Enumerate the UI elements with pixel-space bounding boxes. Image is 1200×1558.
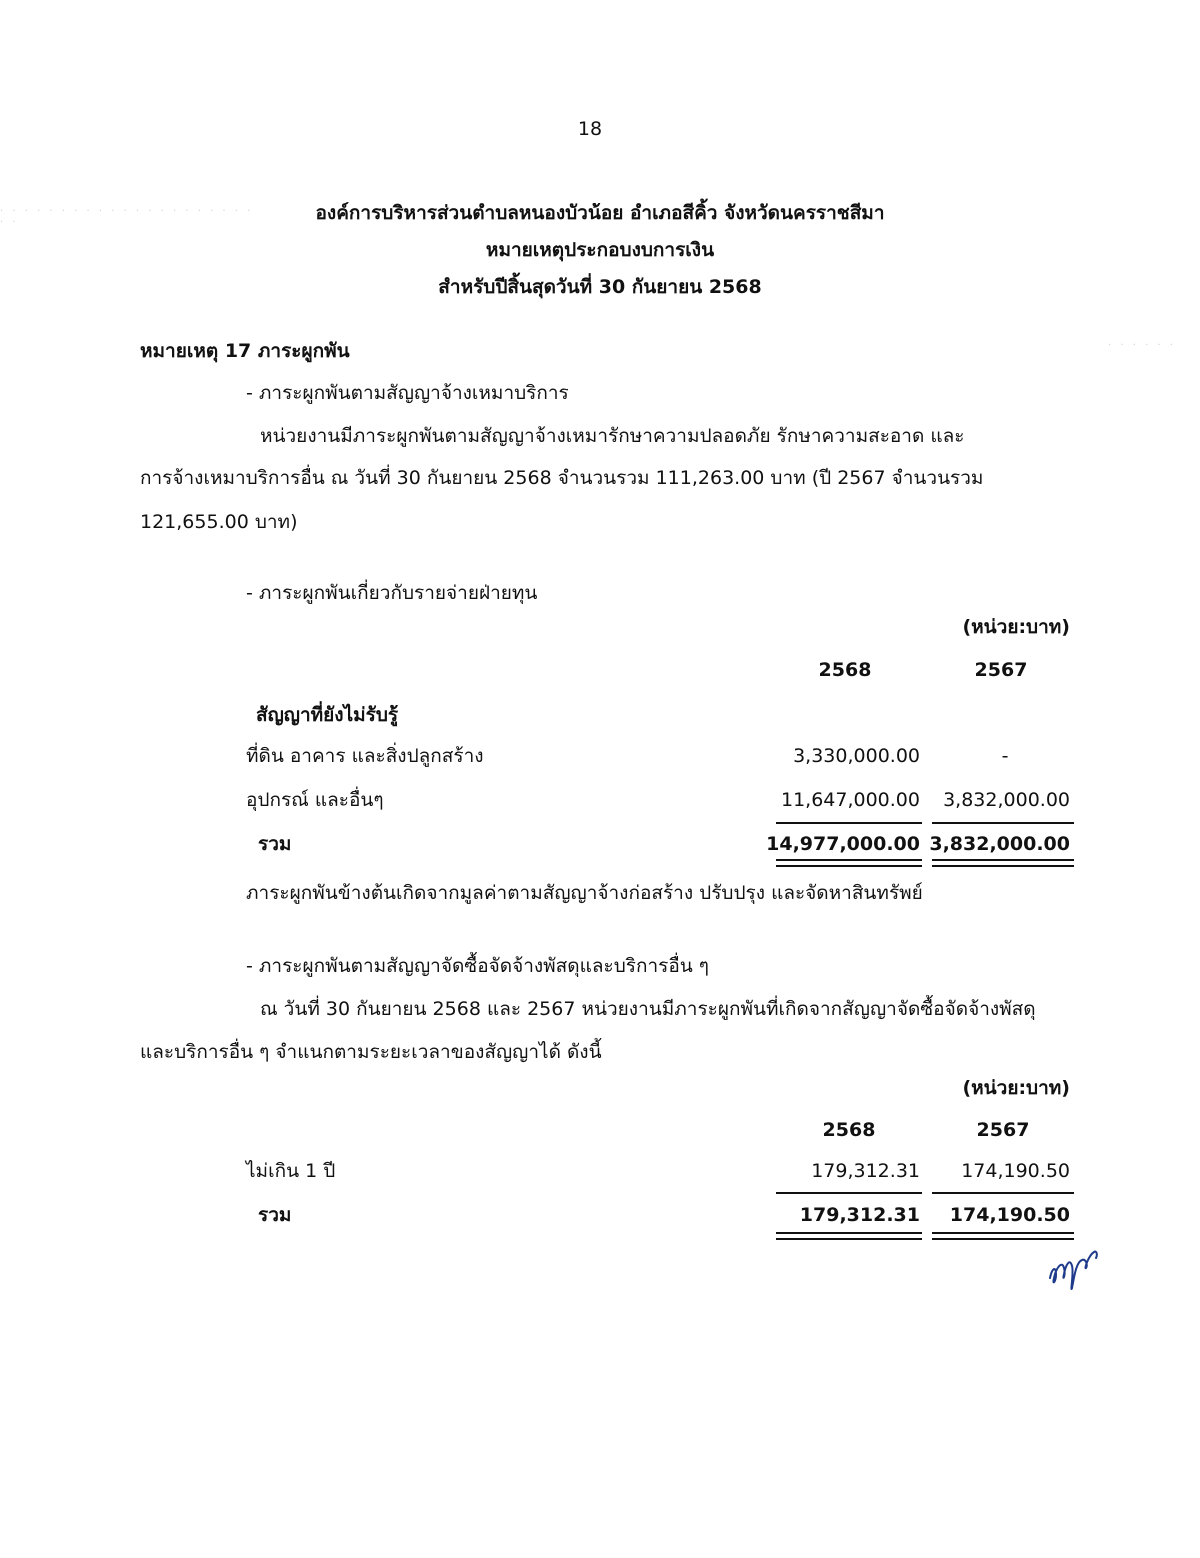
total-label: รวม xyxy=(258,1204,292,1226)
row-value-2567: 174,190.50 xyxy=(961,1160,1070,1182)
section1-paragraph-line1: หน่วยงานมีภาระผูกพันตามสัญญาจ้างเหมารักษาความปลอดภัย รักษาความสะอาด และ xyxy=(260,425,965,447)
section3-unit: (หน่วย:บาท) xyxy=(962,1077,1070,1099)
scan-artifact: · · · · · · · · · · · · · · · · · · · · · · · xyxy=(0,206,254,228)
subtotal-rule xyxy=(776,1192,922,1194)
total-value-2567: 174,190.50 xyxy=(949,1204,1070,1226)
section2-footnote: ภาระผูกพันข้างต้นเกิดจากมูลค่าตามสัญญาจ้างก่อสร้าง ปรับปรุง และจัดหาสินทรัพย์ xyxy=(246,882,923,904)
row-label: ที่ดิน อาคาร และสิ่งปลูกสร้าง xyxy=(246,745,484,767)
header-period: สำหรับปีสิ้นสุดวันที่ 30 กันยายน 2568 xyxy=(438,276,762,298)
row-value-2567: 3,832,000.00 xyxy=(943,789,1070,811)
scan-artifact: · · · · · · xyxy=(1108,340,1176,351)
total-value-2568: 14,977,000.00 xyxy=(766,833,920,855)
section3-heading: - ภาระผูกพันตามสัญญาจัดซื้อจัดจ้างพัสดุและบริการอื่น ๆ xyxy=(246,955,709,977)
total-double-rule xyxy=(776,1232,922,1240)
section2-heading: - ภาระผูกพันเกี่ยวกับรายจ่ายฝ่ายทุน xyxy=(246,582,538,604)
row-value-2568: 11,647,000.00 xyxy=(780,789,920,811)
note-title: หมายเหตุ 17 ภาระผูกพัน xyxy=(140,340,350,362)
total-double-rule xyxy=(932,859,1074,867)
section3-column-2568: 2568 xyxy=(822,1119,876,1141)
section1-paragraph-line2: การจ้างเหมาบริการอื่น ณ วันที่ 30 กันยายน 2568 จำนวนรวม 111,263.00 บาท (ปี 2567 จำนวนรวม xyxy=(140,467,984,489)
row-value-2567: - xyxy=(1001,745,1009,767)
handwritten-signature xyxy=(1042,1238,1102,1298)
total-label: รวม xyxy=(258,833,292,855)
total-value-2568: 179,312.31 xyxy=(799,1204,920,1226)
section2-subheading: สัญญาที่ยังไม่รับรู้ xyxy=(256,704,399,726)
section3-paragraph-line2: และบริการอื่น ๆ จำแนกตามระยะเวลาของสัญญาได้ ดังนี้ xyxy=(140,1041,602,1063)
row-label: ไม่เกิน 1 ปี xyxy=(246,1160,336,1182)
section3-column-2567: 2567 xyxy=(976,1119,1030,1141)
section3-paragraph-line1: ณ วันที่ 30 กันยายน 2568 และ 2567 หน่วยงานมีภาระผูกพันที่เกิดจากสัญญาจัดซื้อจัดจ้างพัสดุ xyxy=(260,998,1036,1020)
row-value-2568: 179,312.31 xyxy=(811,1160,920,1182)
header-organization: องค์การบริหารส่วนตำบลหนองบัวน้อย อำเภอสีคิ้ว จังหวัดนครราชสีมา xyxy=(315,202,885,224)
subtotal-rule xyxy=(932,1192,1074,1194)
header-title: หมายเหตุประกอบงบการเงิน xyxy=(485,239,715,261)
total-double-rule xyxy=(776,859,922,867)
row-value-2568: 3,330,000.00 xyxy=(793,745,920,767)
subtotal-rule xyxy=(776,822,922,824)
section2-column-2567: 2567 xyxy=(974,659,1028,681)
section1-heading: - ภาระผูกพันตามสัญญาจ้างเหมาบริการ xyxy=(246,382,569,404)
page-number: 18 xyxy=(577,118,603,140)
total-value-2567: 3,832,000.00 xyxy=(929,833,1070,855)
subtotal-rule xyxy=(932,822,1074,824)
section2-column-2568: 2568 xyxy=(818,659,872,681)
section1-paragraph-line3: 121,655.00 บาท) xyxy=(140,511,298,533)
section2-unit: (หน่วย:บาท) xyxy=(962,616,1070,638)
row-label: อุปกรณ์ และอื่นๆ xyxy=(246,789,384,811)
